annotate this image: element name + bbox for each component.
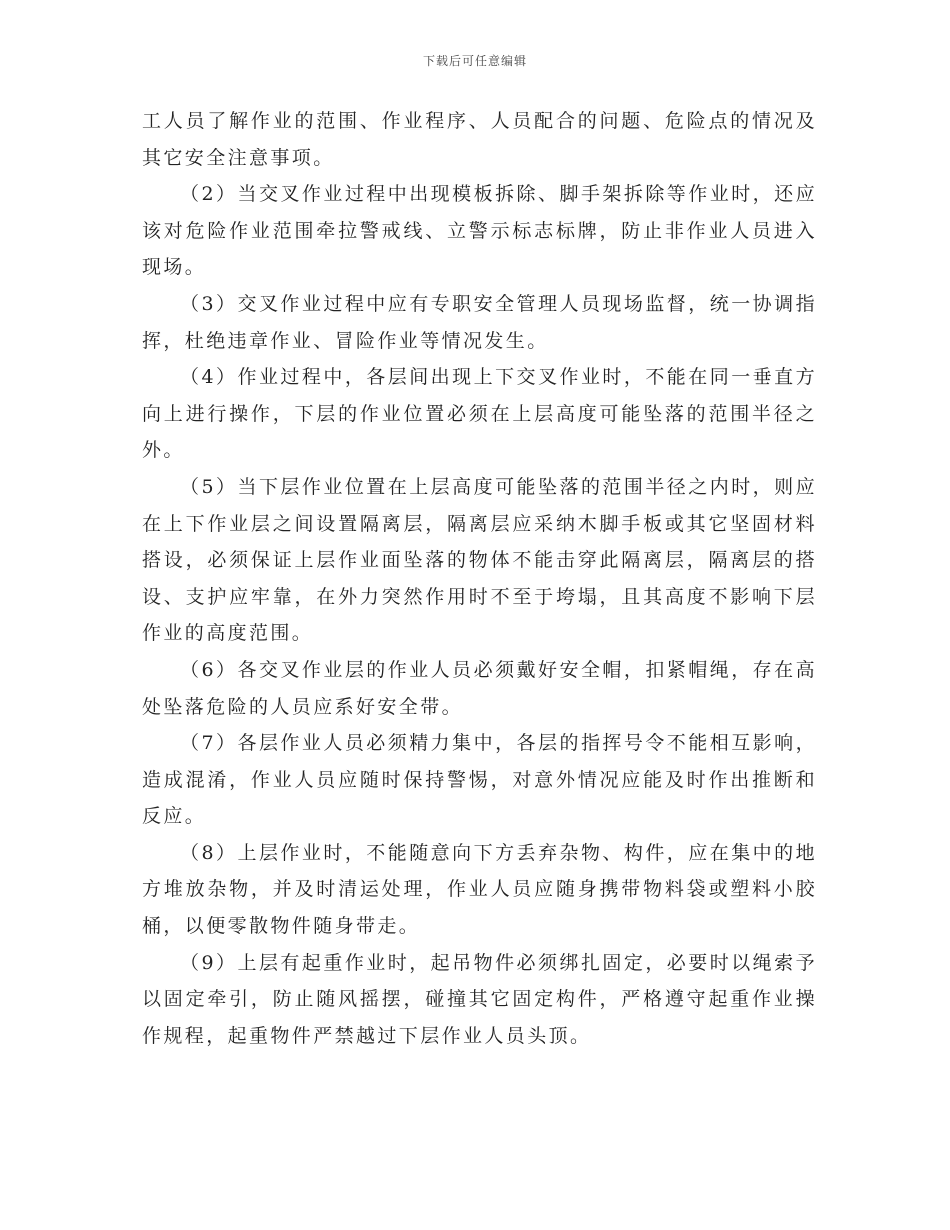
document-body	[142, 103, 817, 1054]
paragraph-item-9: （9）上层有起重作业时，起吊物件必须绑扎固定，必要时以绳索予以固定牵引，防止随风摇摆，碰撞其它固定构件，严格遵守起重作业操作规程，起重物件严禁越过下层作业人员头顶。	[142, 951, 817, 1047]
paragraph-item-8: （8）上层作业时，不能随意向下方丢弃杂物、构件，应在集中的地方堆放杂物，并及时清运处理，作业人员应随身携带物料袋或塑料小胶桶，以便零散物件随身带走。	[142, 841, 817, 938]
page-header: 下载后可任意编辑	[422, 54, 527, 68]
paragraph-item-3: （3）交叉作业过程中应有专职安全管理人员现场监督，统一协调指挥，杜绝违章作业、冒险作业等情况发生。	[142, 292, 817, 352]
paragraph-item-5: （5）当下层作业位置在上层高度可能坠落的范围半径之内时，则应在上下作业层之间设置隔离层，隔离层应采纳木脚手板或其它坚固材料搭设，必须保证上层作业面坠落的物体不能击穿此隔离层，隔离层的搭设、支护应牢靠，在外力突然作用时不至于垮塌，且其高度不影响下层作业的高度范围。	[142, 475, 817, 645]
paragraph-item-6: （6）各交叉作业层的作业人员必须戴好安全帽，扣紧帽绳，存在高处坠落危险的人员应系好安全带。	[142, 658, 817, 718]
paragraph-item-4: （4）作业过程中，各层间出现上下交叉作业时，不能在同一垂直方向上进行操作，下层的作业位置必须在上层高度可能坠落的范围半径之外。	[142, 366, 817, 462]
paragraph-item-2: （2）当交叉作业过程中出现模板拆除、脚手架拆除等作业时，还应该对危险作业范围牵拉警戒线、立警示标志标牌，防止非作业人员进入现场。	[142, 183, 817, 279]
paragraph-item-7: （7）各层作业人员必须精力集中，各层的指挥号令不能相互影响，造成混淆，作业人员应随时保持警惕，对意外情况应能及时作出推断和反应。	[142, 732, 817, 828]
paragraph-continuation: 工人员了解作业的范围、作业程序、人员配合的问题、危险点的情况及其它安全注意事项。	[142, 110, 817, 169]
